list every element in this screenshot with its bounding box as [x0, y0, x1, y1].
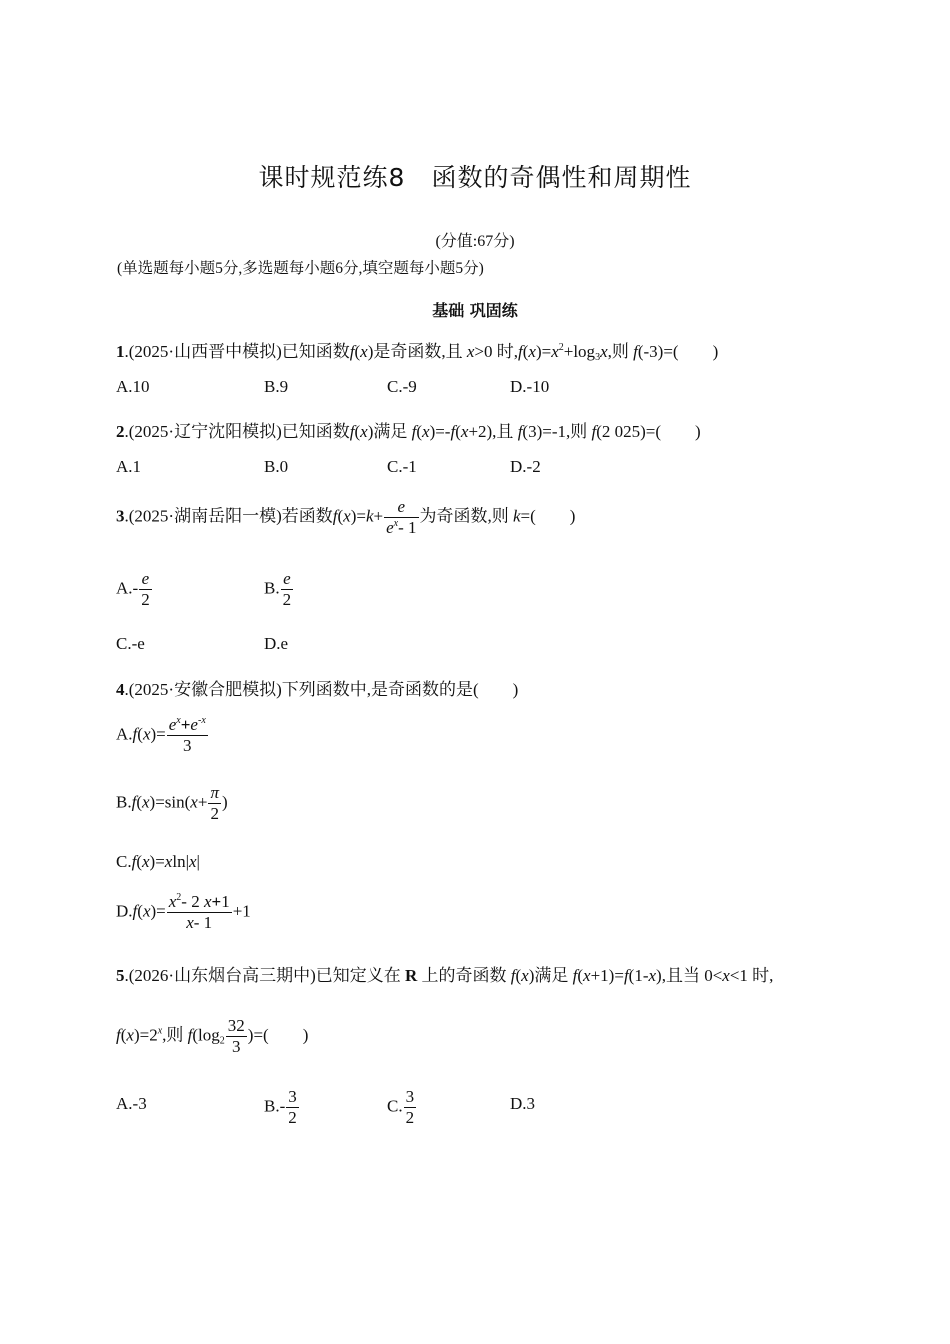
option-b: B. $\frac{e}{2}$ [264, 569, 292, 609]
question-3-stem: 3.(2025·湖南岳阳一模)若函数f(x)=k+ $\frac{e}{e^x- 1}$ 为奇函数,则 k=( ) [116, 497, 576, 537]
option-d: D.3 [510, 1094, 536, 1113]
question-number: 1 [116, 342, 125, 361]
section-heading: 基础 巩固练 [432, 301, 518, 320]
question-number: 3 [116, 506, 125, 526]
question-text: .(2025·安徽合肥模拟)下列函数中,是奇函数的是( ) [124, 680, 519, 699]
option-a: A.-3 [116, 1094, 147, 1113]
question-4-stem [116, 675, 518, 700]
option-a: A.- $\frac{e}{2}$ [116, 569, 150, 609]
score-line: (分值:67分) [435, 233, 515, 250]
option-d: D.e [264, 634, 289, 653]
option-b: B.0 [264, 457, 289, 476]
option-c: C. $\frac{3}{2}$ [387, 1087, 415, 1127]
option-d: D.-10 [510, 377, 550, 396]
page-title: 课时规范练8 函数的奇偶性和周期性 [258, 163, 692, 192]
option-b: B.f(x)=sin(x+ $\frac{\pi}{2}$ ) [116, 783, 228, 823]
question-5-stem: 5.(2026·山东烟台高三期中)已知定义在 R 上的奇函数 f(x)满足 f(x+1)=f(1-x),且当 0<x<1 时, [116, 966, 774, 985]
option-a: A.10 [116, 377, 150, 396]
question-number: 4 [116, 680, 125, 699]
question-2-stem: 2.(2025·辽宁沈阳模拟)已知函数f(x)满足 f(x)=-f(x+2),且 f(3)=-1,则 f(2 025)=( ) [116, 422, 701, 441]
question-source: .(2026·山东烟台高三期中)已知定义在 [124, 966, 401, 985]
option-c: C.-e [116, 634, 145, 653]
option-a: A.f(x)= $\frac{e^x+e^{-x}}{3}$ [116, 715, 206, 755]
question-source: .(2025·山西晋中模拟)已知函数 [124, 342, 350, 361]
option-a: A.1 [116, 457, 142, 476]
question-5-stem-line-2: $f(x)=2^x$,则 $f(\log_2$ $\frac{32}{3}$ )=( ) [116, 1016, 309, 1056]
question-source: .(2025·湖南岳阳一模)若函数 [124, 506, 333, 526]
fraction: $\frac{e}{e^x- 1}$ [386, 497, 417, 537]
question-number: 5 [116, 966, 125, 985]
question-source: .(2025·辽宁沈阳模拟)已知函数 [124, 422, 350, 441]
option-d: D.-2 [510, 457, 541, 476]
option-c: C.-9 [387, 377, 417, 396]
rule-line: (单选题每小题5分,多选题每小题6分,填空题每小题5分) [117, 260, 484, 277]
option-c: C.-1 [387, 457, 417, 476]
question-number: 2 [116, 422, 125, 441]
option-d: D.f(x)= $\frac{x^2- 2 x+1}{x- 1}$ +1 [116, 892, 251, 932]
option-c: C.f(x)=xln|x| [116, 852, 200, 871]
option-b: B.9 [264, 377, 289, 396]
option-b: B.- $\frac{3}{2}$ [264, 1087, 297, 1127]
question-1-stem: 1.(2025·山西晋中模拟)已知函数f(x)是奇函数,且 x>0 时$,f(x)=x^2+\log_3x$,则 f(-3)=( ) [116, 342, 719, 363]
